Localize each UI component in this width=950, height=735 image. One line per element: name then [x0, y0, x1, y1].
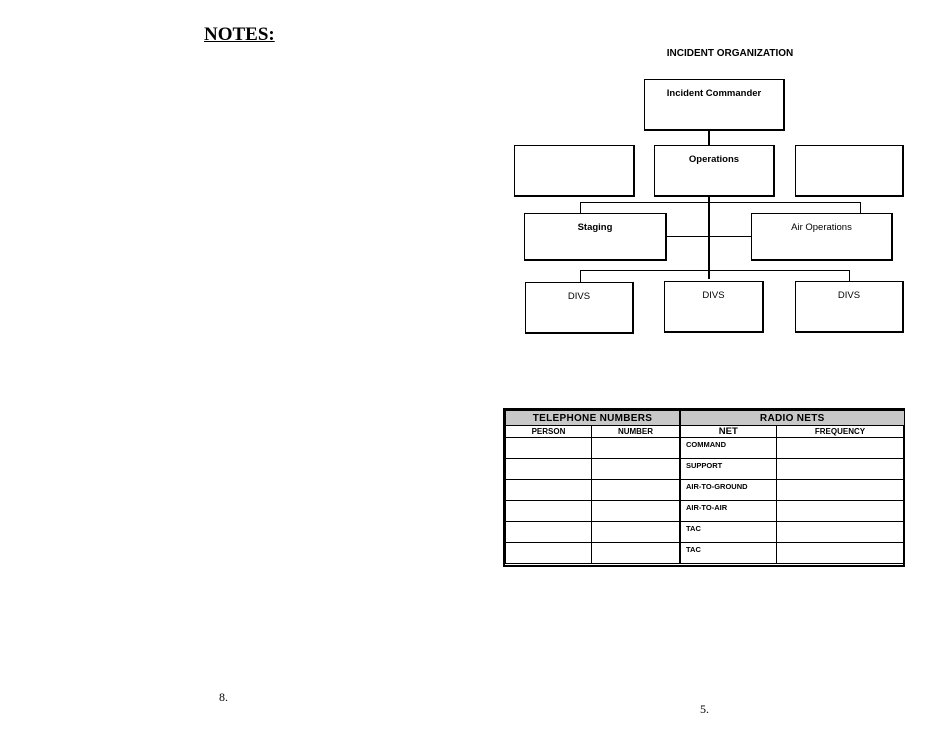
contact-tables: [503, 408, 905, 567]
person-cell[interactable]: [506, 501, 592, 522]
person-header: PERSON: [506, 426, 592, 438]
number-cell[interactable]: [592, 522, 680, 543]
divs-box: DIVS: [664, 281, 764, 333]
right-page-number: 5.: [700, 702, 709, 716]
staging-air-bar: [580, 202, 861, 203]
net-name: AIR-TO-AIR: [680, 501, 776, 522]
frequency-cell[interactable]: [776, 501, 904, 522]
air-ops-drop: [860, 202, 861, 213]
left-blank-box: [514, 145, 635, 197]
number-header: NUMBER: [592, 426, 680, 438]
radio-nets-table: [679, 410, 905, 564]
number-cell[interactable]: [592, 501, 680, 522]
net-header: NET: [680, 426, 776, 438]
air-operations-box: Air Operations: [751, 213, 893, 261]
net-name: COMMAND: [680, 438, 776, 459]
staging-box: Staging: [524, 213, 667, 261]
frequency-cell[interactable]: [776, 459, 904, 480]
staging-air-link: [666, 236, 751, 237]
number-cell[interactable]: [592, 543, 680, 564]
number-cell[interactable]: [592, 438, 680, 459]
frequency-cell[interactable]: [776, 543, 904, 564]
person-cell[interactable]: [506, 543, 592, 564]
divs-box: DIVS: [795, 281, 904, 333]
left-page-number: 8.: [219, 690, 228, 704]
net-name: TAC: [680, 543, 776, 564]
person-cell[interactable]: [506, 522, 592, 543]
number-cell[interactable]: [592, 480, 680, 501]
telephone-table: [505, 410, 680, 564]
number-cell[interactable]: [592, 459, 680, 480]
divs-left-drop: [580, 270, 581, 282]
telephone-title: TELEPHONE NUMBERS: [506, 411, 680, 426]
divs-box: DIVS: [525, 282, 634, 334]
person-cell[interactable]: [506, 459, 592, 480]
frequency-cell[interactable]: [776, 438, 904, 459]
net-name: AIR-TO-GROUND: [680, 480, 776, 501]
person-cell[interactable]: [506, 480, 592, 501]
org-chart-title: INCIDENT ORGANIZATION: [666, 48, 794, 59]
frequency-cell[interactable]: [776, 480, 904, 501]
net-name: TAC: [680, 522, 776, 543]
frequency-header: FREQUENCY: [776, 426, 904, 438]
divs-right-drop: [849, 270, 850, 281]
net-name: SUPPORT: [680, 459, 776, 480]
person-cell[interactable]: [506, 438, 592, 459]
right-blank-box: [795, 145, 904, 197]
frequency-cell[interactable]: [776, 522, 904, 543]
notes-heading: NOTES:: [204, 24, 275, 45]
operations-box: Operations: [654, 145, 775, 197]
divs-bar: [580, 270, 850, 271]
radio-nets-title: RADIO NETS: [680, 411, 904, 426]
staging-drop: [580, 202, 581, 213]
incident-commander-box: Incident Commander: [644, 79, 785, 131]
